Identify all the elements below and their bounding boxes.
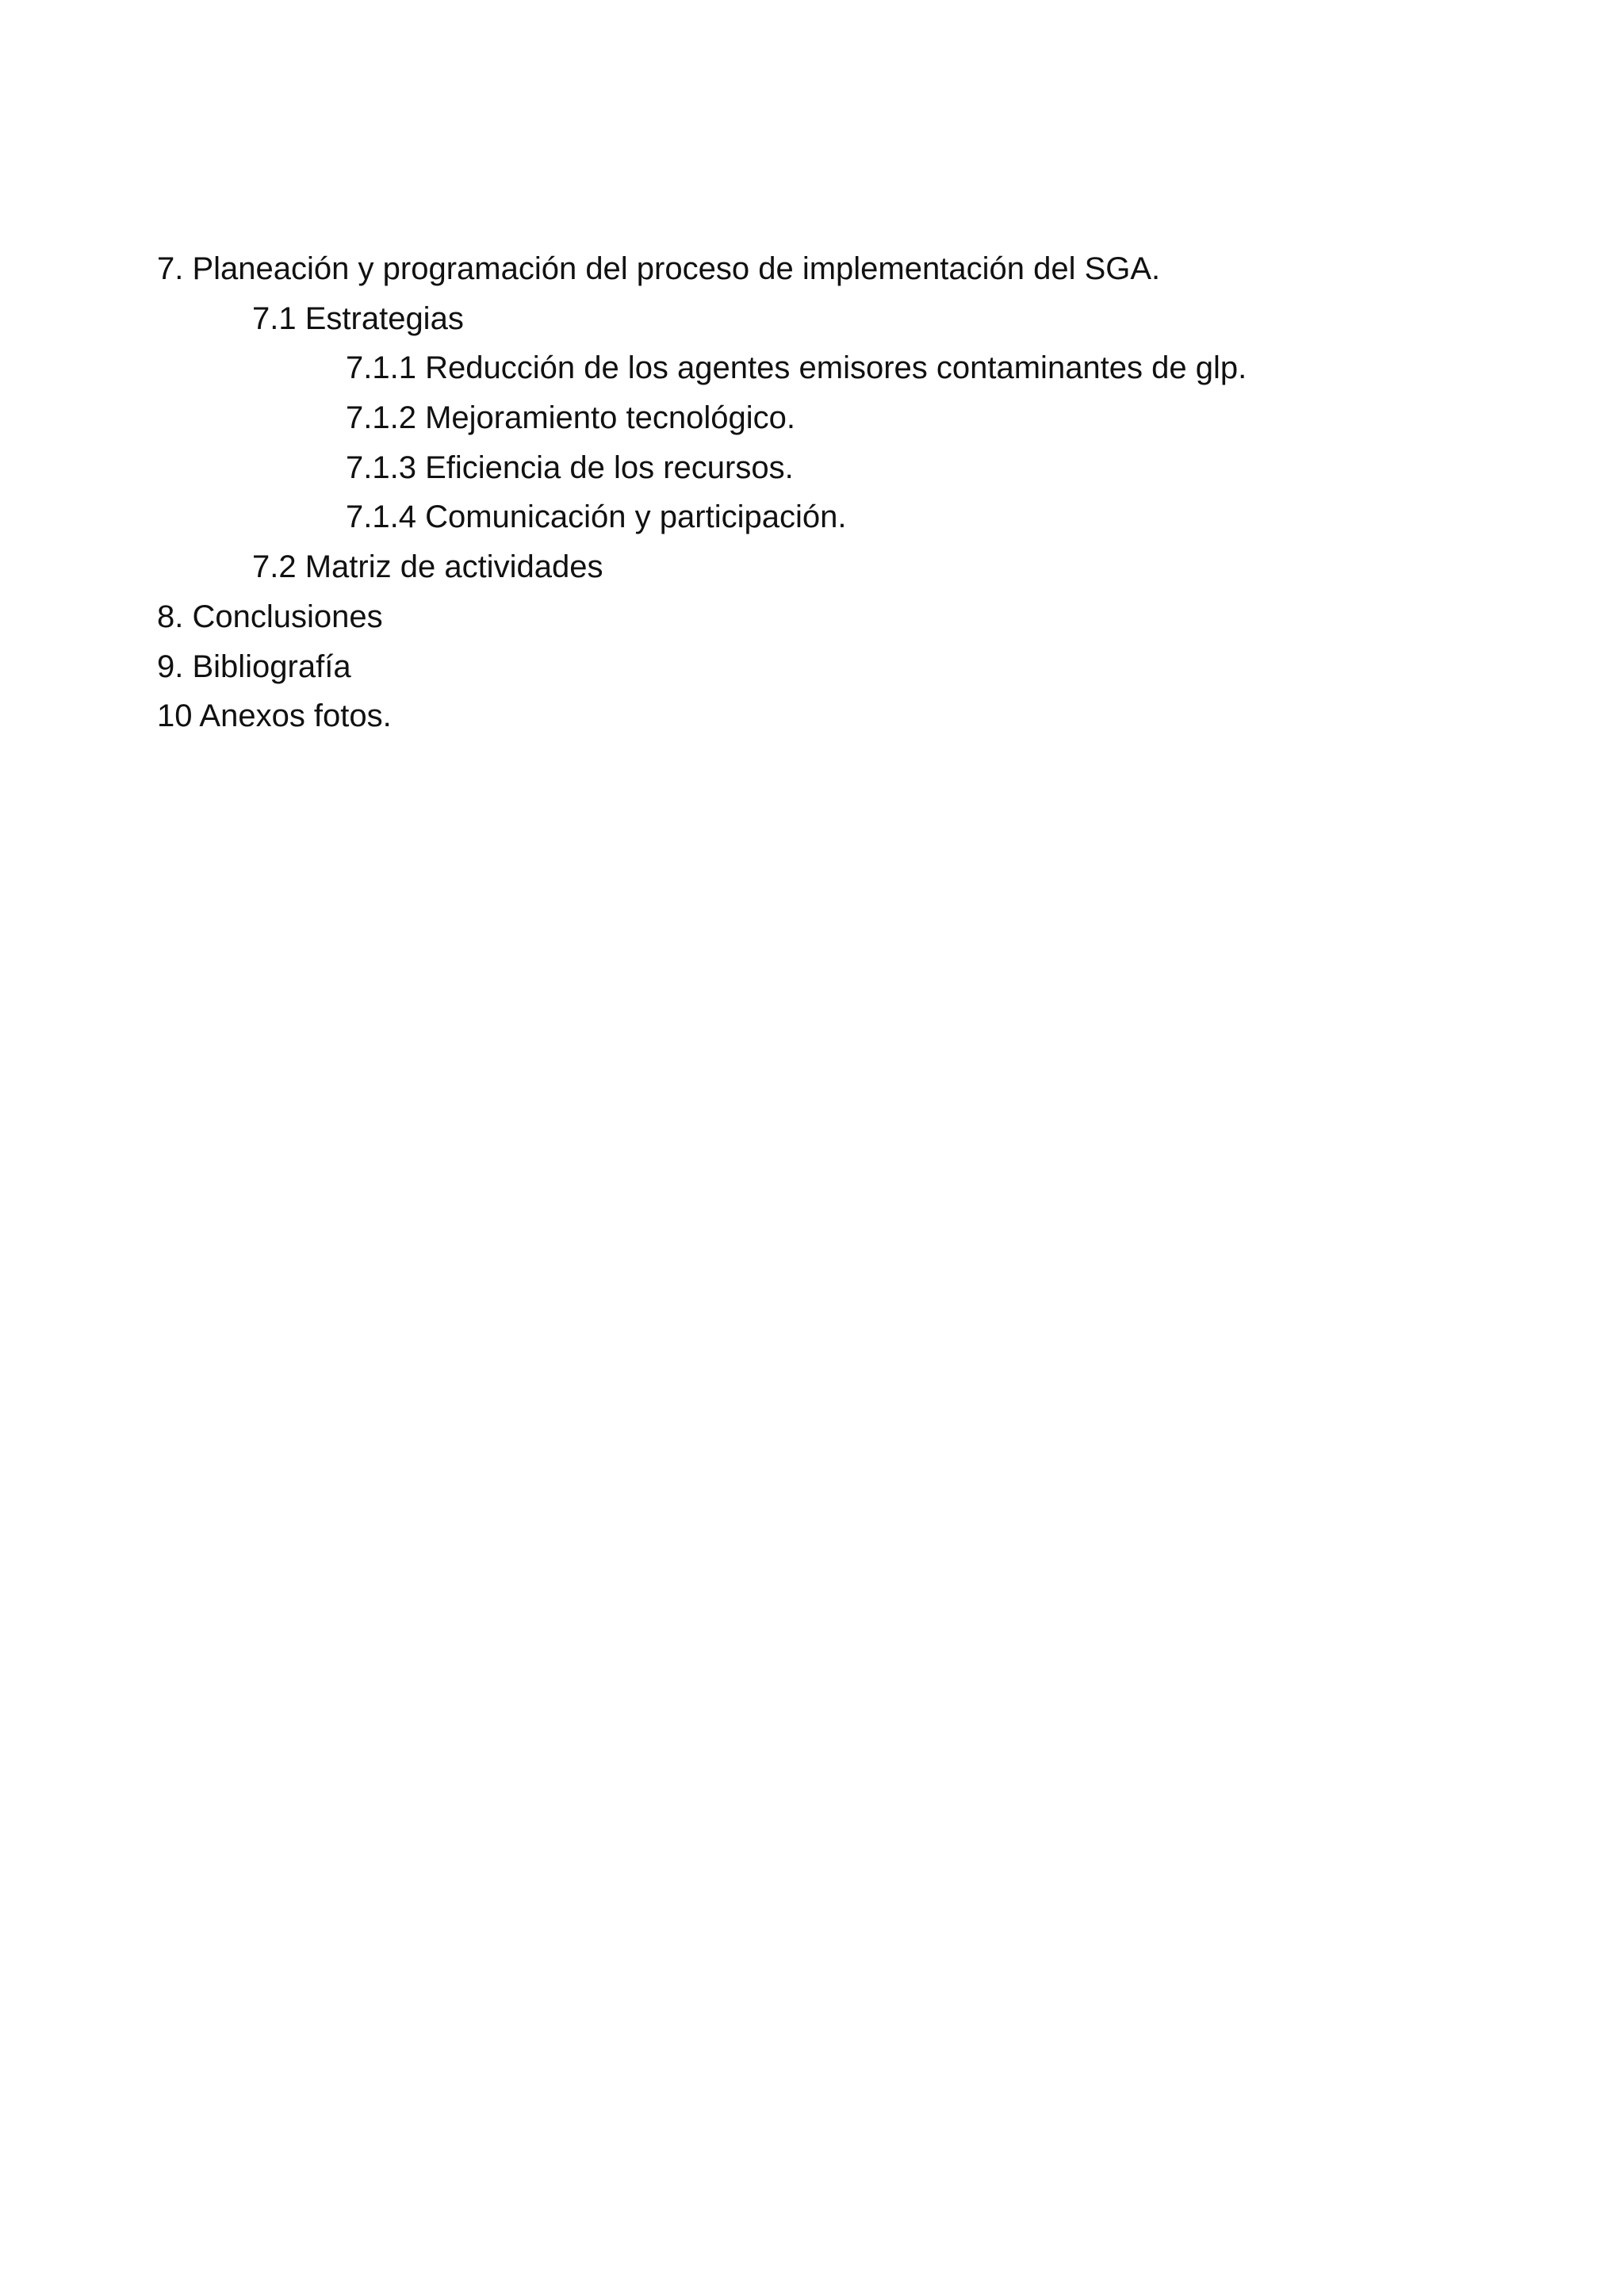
toc-entry-section-10: 10 Anexos fotos. bbox=[157, 698, 392, 734]
toc-entry-section-7-1-3: 7.1.3 Eficiencia de los recursos. bbox=[346, 450, 794, 485]
toc-entry-section-7-1-2: 7.1.2 Mejoramiento tecnológico. bbox=[346, 400, 795, 436]
toc-entry-section-7-1-1: 7.1.1 Reducción de los agentes emisores contaminantes de glp. bbox=[346, 350, 1247, 386]
table-of-contents bbox=[157, 244, 1247, 741]
toc-entry-section-8: 8. Conclusiones bbox=[157, 599, 383, 634]
toc-entry-section-7-1-4: 7.1.4 Comunicación y participación. bbox=[346, 499, 847, 535]
toc-entry-section-7-1: 7.1 Estrategias bbox=[252, 300, 464, 336]
toc-entry-section-7: 7. Planeación y programación del proceso de implementación del SGA. bbox=[157, 251, 1161, 286]
toc-entry-section-7-2: 7.2 Matriz de actividades bbox=[252, 549, 603, 585]
toc-entry-section-9: 9. Bibliografía bbox=[157, 649, 351, 684]
